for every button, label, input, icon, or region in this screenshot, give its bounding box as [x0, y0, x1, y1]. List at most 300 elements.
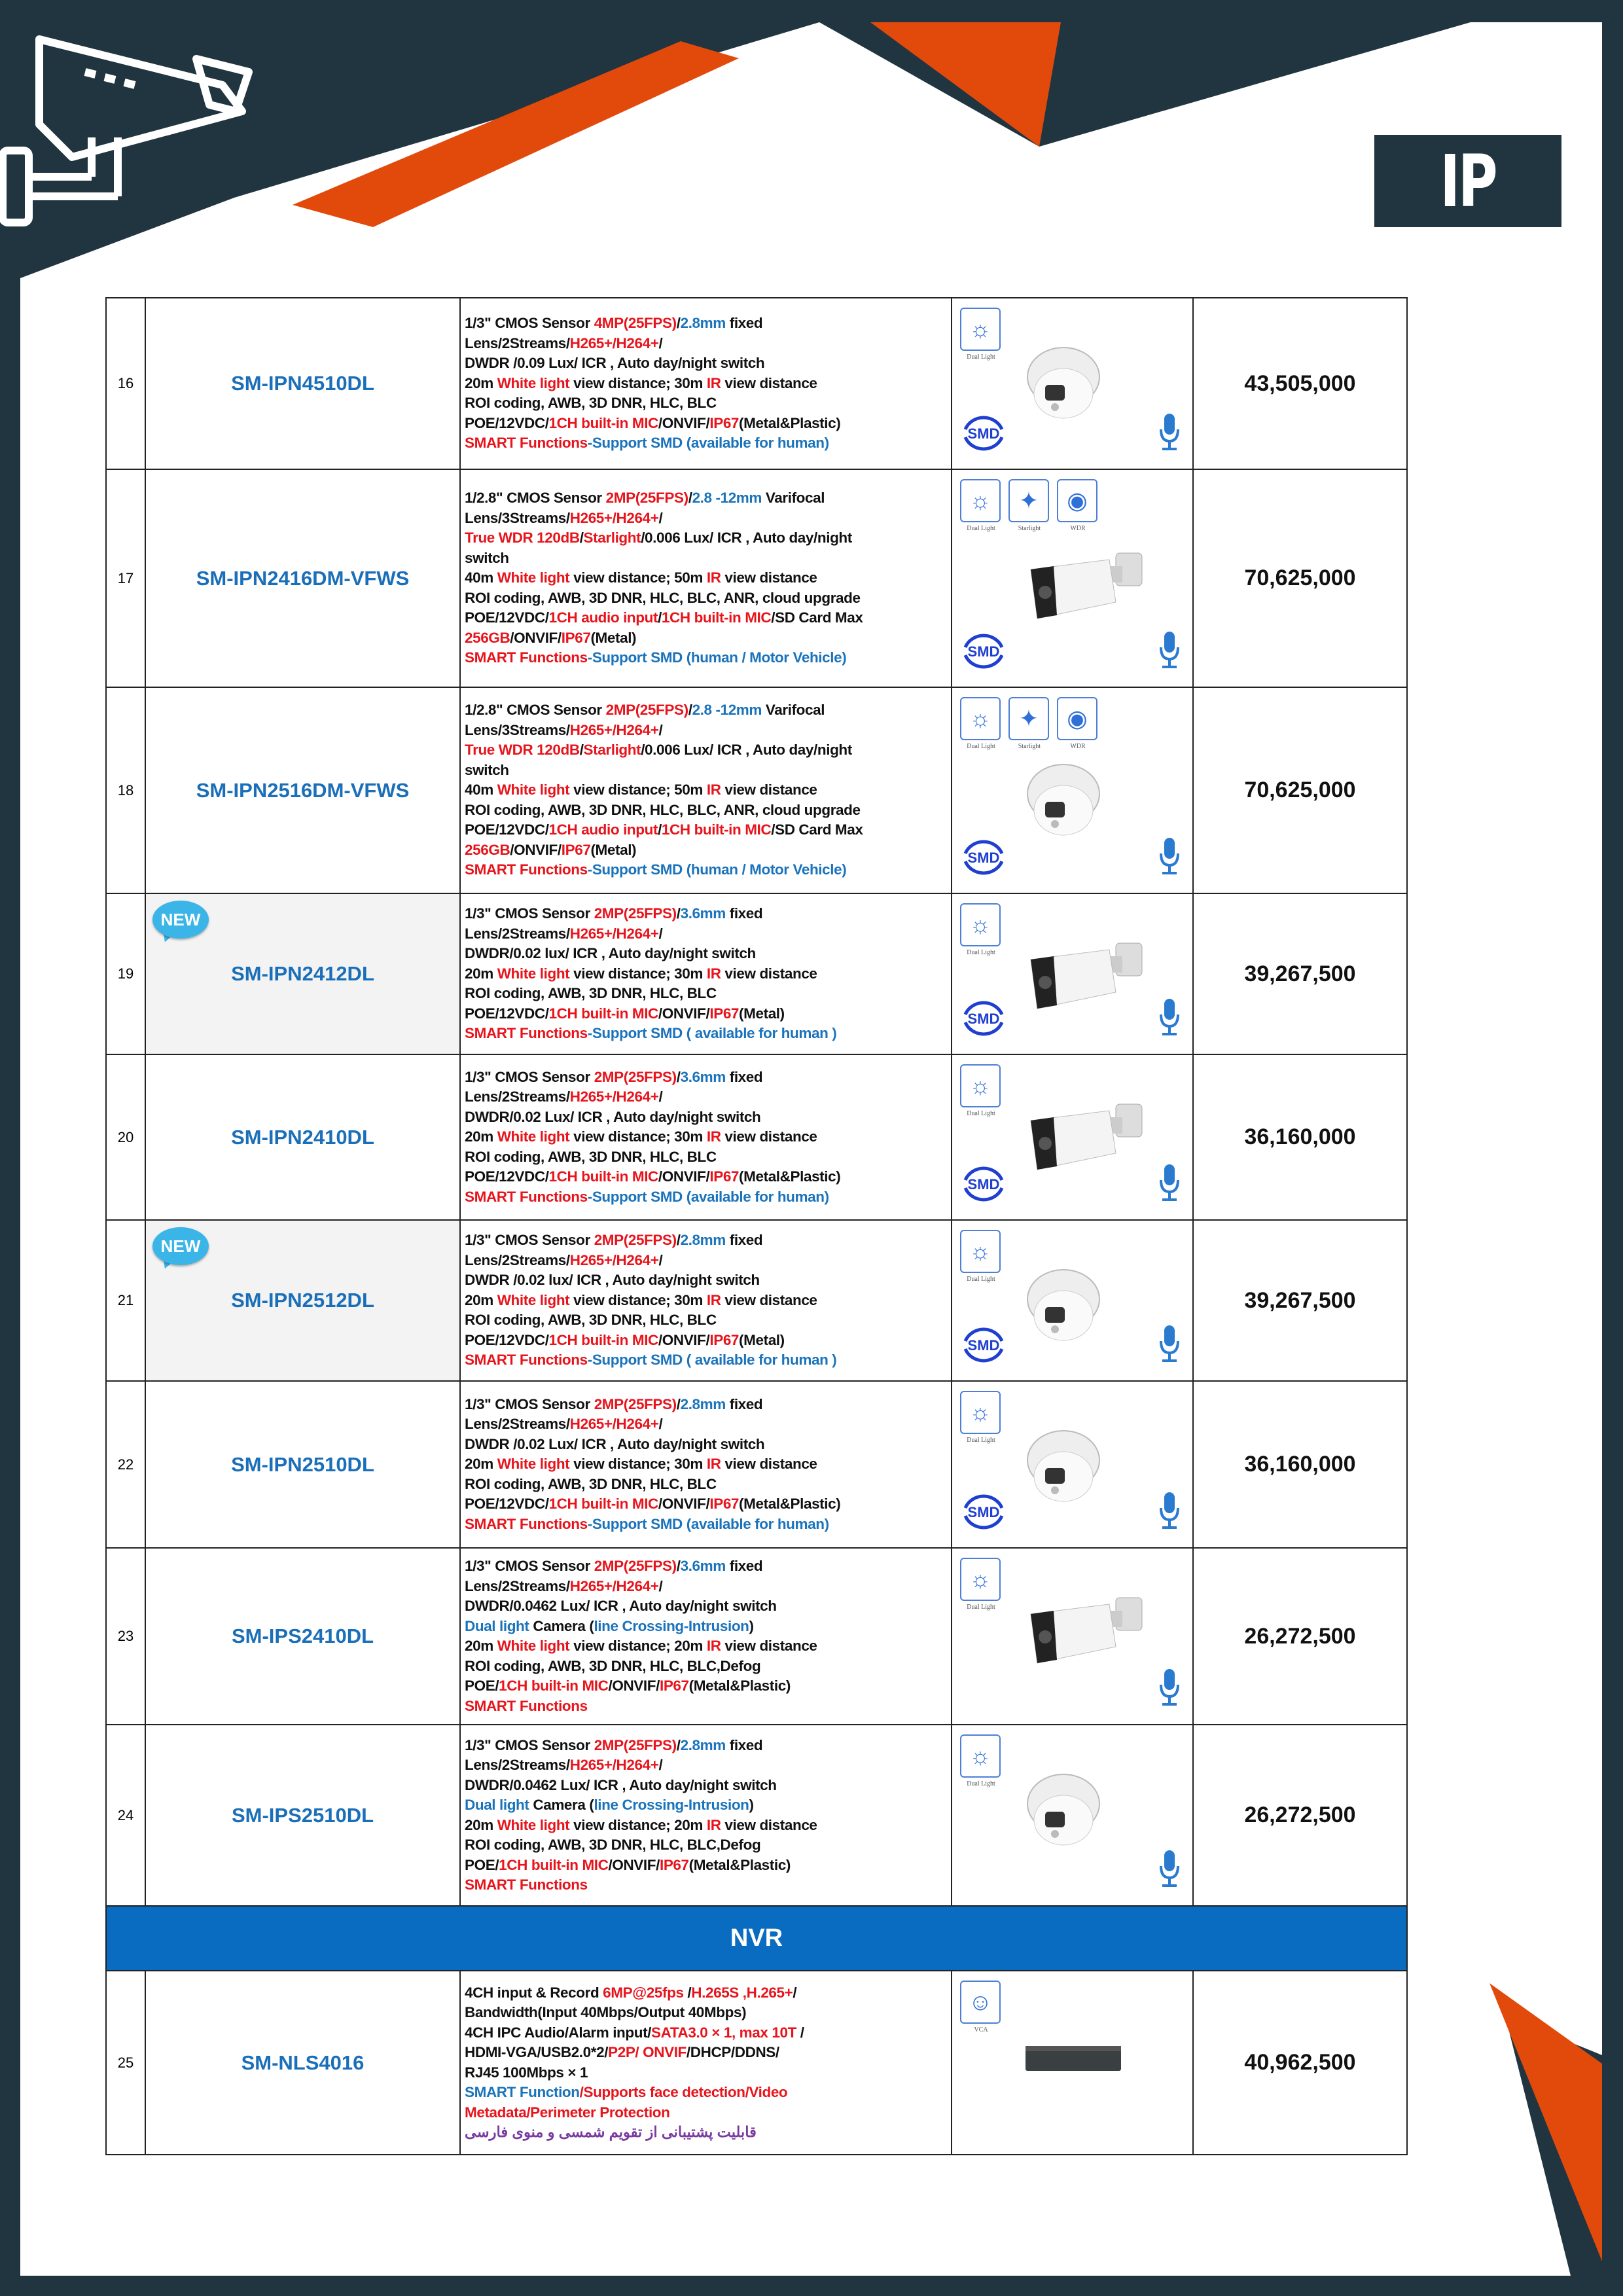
microphone-icon: [1158, 1163, 1181, 1202]
spec-line: [465, 944, 948, 964]
model-name: SM-IPN2510DL: [231, 1452, 374, 1476]
smd-logo-icon: [959, 1162, 1008, 1205]
spec-line: [465, 1494, 948, 1515]
spec-segment: Lens/2Streams/: [465, 334, 570, 351]
camera-product-image: [1024, 344, 1103, 423]
starlight-icon: ✦: [1008, 479, 1049, 522]
model-name: SM-IPN2512DL: [231, 1289, 374, 1312]
row-index: 17: [106, 469, 145, 687]
spec-line: [465, 1127, 948, 1147]
spec-line: [465, 568, 948, 588]
feature-caption: Dual Light: [967, 949, 995, 956]
model-cell: [145, 469, 460, 687]
spec-segment: (Metal): [590, 629, 637, 646]
table-row: [106, 1220, 1407, 1381]
spec-segment: 1/3" CMOS Sensor: [465, 1395, 594, 1412]
spec-segment: 40m: [465, 569, 497, 586]
spec-segment: view distance; 30m: [569, 1291, 707, 1308]
spec-segment: /: [658, 1251, 663, 1268]
spec-segment: 1/3" CMOS Sensor: [465, 1068, 594, 1085]
spec-line: [465, 334, 948, 354]
spec-segment: SATA3.0 × 1, max 10T: [651, 2024, 796, 2041]
spec-segment: /SD Card Max: [771, 821, 863, 838]
svg-text:SMD: SMD: [967, 1011, 1000, 1027]
spec-segment: DWDR/0.0462 Lux/ ICR , Auto day/night switch: [465, 1598, 777, 1614]
spec-segment: ROI coding, AWB, 3D DNR, HLC, BLC: [465, 1475, 717, 1492]
spec-segment: POE/: [465, 1856, 499, 1873]
camera-product-image: [1018, 1588, 1149, 1673]
feature-badge: [1057, 697, 1099, 750]
spec-segment: ROI coding, AWB, 3D DNR, HLC, BLC, ANR, cloud upgrade: [465, 801, 861, 818]
price: 36,160,000: [1193, 1054, 1407, 1220]
price: 39,267,500: [1193, 1220, 1407, 1381]
spec-segment: IP67: [709, 1168, 740, 1185]
price: 43,505,000: [1193, 298, 1407, 469]
spec-segment: /: [658, 1577, 663, 1594]
dual-light-icon: ☼: [960, 1558, 1001, 1601]
spec-segment: 20m: [465, 1816, 497, 1833]
spec-line: [465, 608, 948, 628]
microphone-icon: [1158, 997, 1181, 1037]
spec-line: [465, 1636, 948, 1657]
spec-segment: P2P/ ONVIF: [608, 2044, 687, 2060]
feature-badge: [960, 1558, 1002, 1611]
spec-segment: 1CH built-in MIC: [548, 1168, 658, 1185]
spec-line: [465, 1657, 948, 1677]
spec-line: [465, 700, 948, 721]
spec-segment: /: [579, 529, 584, 547]
spec-segment: 1CH built-in MIC: [548, 1496, 658, 1513]
spec-line: [465, 1087, 948, 1107]
spec-line: [465, 1251, 948, 1271]
spec-segment: Lens/2Streams/: [465, 1757, 570, 1773]
spec-line: [465, 314, 948, 334]
row-index: 18: [106, 687, 145, 893]
spec-segment: 1CH built-in MIC: [548, 414, 658, 431]
spec-segment: Starlight: [583, 742, 641, 759]
feature-badge: [960, 479, 1002, 532]
spec-segment: -Support SMD ( available for human ): [587, 1352, 837, 1369]
spec-segment: H265+/H264+: [569, 509, 659, 526]
spec-segment: ROI coding, AWB, 3D DNR, HLC, BLC, ANR, cloud upgrade: [465, 589, 861, 606]
spec-segment: True WDR 120dB: [465, 742, 580, 759]
svg-text:SMD: SMD: [967, 1504, 1000, 1520]
spec-line: [465, 1395, 948, 1415]
spec-segment: -Support SMD ( available for human ): [587, 1025, 837, 1042]
spec-segment: -Support SMD (available for human): [587, 435, 829, 452]
spec-segment: view distance; 20m: [569, 1816, 707, 1833]
spec-segment: Varifocal: [762, 490, 825, 507]
spec-segment: White light: [497, 1638, 570, 1654]
model-name: SM-IPN2516DM-VFWS: [196, 778, 410, 802]
feature-caption: WDR: [1070, 525, 1086, 532]
spec-segment: POE/: [465, 1677, 499, 1694]
feature-caption: Starlight: [1018, 525, 1041, 532]
new-badge: [152, 901, 209, 942]
spec-segment: IR: [706, 1816, 721, 1833]
spec-segment: 3.6mm: [680, 1558, 726, 1574]
new-badge: [152, 1227, 209, 1269]
spec-segment: /ONVIF/: [510, 629, 562, 646]
spec-segment: Varifocal: [762, 702, 825, 719]
spec-segment: /0.006 Lux/ ICR , Auto day/night: [641, 742, 852, 759]
spec-segment: /SD Card Max: [771, 609, 863, 626]
spec-segment: IR: [706, 1128, 721, 1145]
row-index: 19: [106, 893, 145, 1054]
spec-segment: H265+/H264+: [569, 334, 659, 351]
spec-cell: [460, 1054, 952, 1220]
spec-line: [465, 2063, 948, 2083]
spec-segment: 1/2.8" CMOS Sensor: [465, 702, 606, 719]
spec-segment: 20m: [465, 1291, 497, 1308]
spec-segment: IR: [706, 1291, 721, 1308]
spec-segment: SMART Functions: [465, 435, 588, 452]
spec-line: [465, 1596, 948, 1617]
spec-line: [465, 721, 948, 741]
svg-text:SMD: SMD: [967, 1176, 1000, 1193]
spec-segment: /ONVIF/: [608, 1856, 660, 1873]
spec-segment: IR: [706, 781, 721, 798]
svg-text:SMD: SMD: [967, 850, 1000, 866]
spec-segment: /ONVIF/: [658, 1496, 710, 1513]
spec-segment: switch: [465, 761, 509, 778]
spec-line: [465, 374, 948, 394]
spec-segment: Lens/2Streams/: [465, 1577, 570, 1594]
spec-line: [465, 1067, 948, 1088]
spec-line: [465, 1856, 948, 1876]
spec-segment: H265+/H264+: [569, 1088, 659, 1105]
svg-text:SMD: SMD: [967, 1337, 1000, 1354]
spec-segment: 2MP(25FPS): [594, 1395, 677, 1412]
spec-segment: IP67: [709, 1496, 740, 1513]
feature-icons: [960, 479, 1099, 532]
spec-segment: H265+/H264+: [569, 721, 659, 738]
spec-segment: /: [676, 1068, 681, 1085]
spec-segment: /: [796, 2024, 804, 2041]
spec-line: [465, 1187, 948, 1208]
feature-icons: [960, 1391, 1002, 1444]
spec-segment: view distance; 30m: [569, 374, 707, 391]
spec-segment: White light: [497, 1128, 570, 1145]
new-badge-label: NEW: [152, 1227, 209, 1265]
feature-icons: [960, 697, 1099, 750]
model-cell: [145, 893, 460, 1054]
feature-icons: [960, 903, 1002, 956]
spec-segment: Metadata/Perimeter Protection: [465, 2104, 670, 2121]
spec-segment: Lens/3Streams/: [465, 721, 570, 738]
row-index: 23: [106, 1548, 145, 1725]
model-cell: [145, 1220, 460, 1381]
spec-segment: IR: [706, 1638, 721, 1654]
spec-segment: fixed: [725, 1395, 763, 1412]
spec-line: [465, 2083, 948, 2103]
spec-line: [465, 2043, 948, 2063]
spec-segment: 2MP(25FPS): [594, 1736, 677, 1753]
spec-segment: ROI coding, AWB, 3D DNR, HLC, BLC: [465, 395, 717, 412]
smd-logo-icon: [959, 1490, 1008, 1533]
spec-line: [465, 2103, 948, 2123]
row-index: 24: [106, 1725, 145, 1906]
spec-segment: 6MP@25fps: [603, 1984, 684, 2001]
price: 70,625,000: [1193, 687, 1407, 893]
spec-segment: -Support SMD (available for human): [587, 1515, 829, 1532]
spec-segment: switch: [465, 549, 509, 566]
spec-line: [465, 1291, 948, 1311]
spec-segment: 1/3" CMOS Sensor: [465, 905, 594, 922]
feature-media-cell: [952, 1548, 1193, 1725]
spec-segment: Lens/2Streams/: [465, 1251, 570, 1268]
spec-line: [465, 353, 948, 374]
feature-media-cell: [952, 893, 1193, 1054]
smd-logo-icon: [959, 1323, 1008, 1366]
spec-cell: [460, 893, 952, 1054]
wdr-icon: ◉: [1057, 479, 1097, 522]
spec-line: [465, 1983, 948, 2003]
spec-line: [465, 984, 948, 1004]
spec-segment: 2MP(25FPS): [594, 1068, 677, 1085]
feature-media-cell: [952, 1220, 1193, 1381]
spec-segment: /: [688, 702, 692, 719]
feature-media-cell: [952, 1971, 1193, 2155]
spec-segment: DWDR/0.0462 Lux/ ICR , Auto day/night switch: [465, 1776, 777, 1793]
spec-segment: H265+/H264+: [569, 1577, 659, 1594]
spec-segment: 4CH IPC Audio/Alarm input/: [465, 2024, 652, 2041]
spec-segment: H265+/H264+: [569, 925, 659, 942]
table-row: [106, 1381, 1407, 1548]
spec-segment: view distance; 30m: [569, 1456, 707, 1473]
dual-light-icon: ☼: [960, 1230, 1001, 1273]
feature-badge: [960, 1230, 1002, 1283]
spec-segment: fixed: [725, 1232, 763, 1249]
feature-icons: [960, 1064, 1002, 1117]
spec-segment: Dual light: [465, 1797, 529, 1813]
spec-line: [465, 761, 948, 781]
model-name: SM-IPS2410DL: [231, 1624, 374, 1647]
spec-segment: IP67: [561, 629, 591, 646]
spec-segment: /: [676, 1395, 681, 1412]
nvr-product-image: [1024, 2043, 1122, 2072]
spec-segment: 1/3" CMOS Sensor: [465, 1232, 594, 1249]
spec-segment: fixed: [725, 1736, 763, 1753]
microphone-icon: [1158, 630, 1181, 670]
spec-line: [465, 1617, 948, 1637]
camera-product-image: [1018, 543, 1149, 628]
row-index: 20: [106, 1054, 145, 1220]
spec-segment: 1CH audio input: [548, 821, 658, 838]
microphone-icon: [1158, 1668, 1181, 1707]
model-name: SM-IPN2410DL: [231, 1125, 374, 1149]
feature-media-cell: [952, 1054, 1193, 1220]
dual-light-icon: ☼: [960, 697, 1001, 740]
spec-segment: 1/3" CMOS Sensor: [465, 1558, 594, 1574]
spec-segment: POE/12VDC/: [465, 609, 549, 626]
spec-segment: 3.6mm: [680, 905, 726, 922]
spec-segment: ROI coding, AWB, 3D DNR, HLC, BLC: [465, 1148, 717, 1165]
spec-segment: /: [683, 1984, 692, 2001]
spec-segment: 2.8mm: [680, 1395, 726, 1412]
dual-light-icon: ☼: [960, 1391, 1001, 1434]
spec-segment: IR: [706, 569, 721, 586]
feature-badge: [960, 697, 1002, 750]
microphone-icon: [1158, 412, 1181, 452]
vca-icon: ☺: [960, 1981, 1001, 2024]
spec-segment: 40m: [465, 781, 497, 798]
spec-line: [465, 860, 948, 880]
spec-segment: /ONVIF/: [658, 1005, 710, 1022]
spec-segment: DWDR /0.02 Lux/ ICR , Auto day/night switch: [465, 1435, 765, 1452]
feature-icons: [960, 308, 1002, 361]
spec-line: [465, 1736, 948, 1756]
spec-line: [465, 588, 948, 609]
spec-segment: DWDR /0.02 lux/ ICR , Auto day/night switch: [465, 1272, 760, 1289]
spec-segment: /ONVIF/: [608, 1677, 660, 1694]
spec-segment: 1CH built-in MIC: [548, 1331, 658, 1348]
spec-segment: White light: [497, 781, 570, 798]
spec-segment: 1CH built-in MIC: [661, 609, 772, 626]
feature-caption: Dual Light: [967, 1437, 995, 1444]
feature-caption: Dual Light: [967, 1276, 995, 1283]
table-row: [106, 469, 1407, 687]
spec-line: [465, 1167, 948, 1187]
feature-caption: Dual Light: [967, 353, 995, 361]
spec-segment: IP67: [561, 841, 591, 858]
spec-line: [465, 1676, 948, 1696]
spec-segment: /: [676, 905, 681, 922]
spec-segment: 2MP(25FPS): [594, 905, 677, 922]
spec-segment: Starlight: [583, 529, 641, 547]
spec-segment: 2MP(25FPS): [594, 1558, 677, 1574]
table-row: [106, 893, 1407, 1054]
spec-segment: (Metal&Plastic): [739, 1496, 841, 1513]
table-row: [106, 687, 1407, 893]
spec-segment: view distance: [721, 781, 817, 798]
spec-segment: /: [676, 1558, 681, 1574]
spec-line: [465, 1004, 948, 1024]
spec-segment: SMART Functions: [465, 1876, 588, 1893]
spec-line: [465, 488, 948, 509]
spec-line: [465, 1454, 948, 1475]
spec-segment: /DHCP/DDNS/: [686, 2044, 779, 2060]
spec-segment: SMART Functions: [465, 861, 588, 878]
spec-segment: /: [676, 1736, 681, 1753]
spec-segment: ROI coding, AWB, 3D DNR, HLC, BLC: [465, 1312, 717, 1329]
spec-segment: view distance; 50m: [569, 781, 707, 798]
spec-segment: White light: [497, 1816, 570, 1833]
feature-media-cell: [952, 1381, 1193, 1548]
spec-segment: /: [676, 1232, 681, 1249]
model-name: SM-IPS2510DL: [231, 1803, 374, 1827]
spec-line: [465, 1310, 948, 1331]
spec-line: [465, 414, 948, 434]
row-index: 21: [106, 1220, 145, 1381]
spec-cell: [460, 687, 952, 893]
spec-segment: view distance: [721, 374, 817, 391]
spec-segment: Lens/2Streams/: [465, 1416, 570, 1433]
feature-media-cell: [952, 298, 1193, 469]
spec-line: [465, 393, 948, 414]
spec-segment: view distance: [721, 1638, 817, 1654]
spec-cell: [460, 1220, 952, 1381]
spec-segment: DWDR /0.09 Lux/ ICR , Auto day/night switch: [465, 355, 765, 372]
feature-badge: [1008, 479, 1050, 532]
spec-cell: [460, 1725, 952, 1906]
spec-segment: 2MP(25FPS): [605, 490, 688, 507]
feature-badge: [960, 1064, 1002, 1117]
feature-caption: Starlight: [1018, 743, 1041, 750]
spec-line: [465, 1835, 948, 1856]
spec-segment: SMART Functions: [465, 1352, 588, 1369]
spec-segment: /ONVIF/: [658, 1168, 710, 1185]
spec-segment: POE/12VDC/: [465, 414, 549, 431]
spec-segment: 1CH built-in MIC: [548, 1005, 658, 1022]
spec-segment: /: [688, 490, 692, 507]
microphone-icon: [1158, 1491, 1181, 1530]
spec-segment: fixed: [725, 1068, 763, 1085]
price-table: [105, 297, 1408, 2155]
spec-line: [465, 1515, 948, 1535]
price: 26,272,500: [1193, 1725, 1407, 1906]
feature-caption: Dual Light: [967, 743, 995, 750]
spec-line: [465, 1350, 948, 1371]
spec-segment: Lens/3Streams/: [465, 509, 570, 526]
spec-cell: [460, 1381, 952, 1548]
model-cell: [145, 1548, 460, 1725]
spec-segment: Camera (: [529, 1797, 594, 1813]
spec-segment: /: [658, 1416, 663, 1433]
spec-segment: 2.8mm: [680, 1736, 726, 1753]
spec-segment: /: [793, 1984, 797, 2001]
spec-segment: ROI coding, AWB, 3D DNR, HLC, BLC,Defog: [465, 1657, 761, 1674]
spec-segment: /: [658, 1757, 663, 1773]
spec-segment: POE/12VDC/: [465, 1168, 549, 1185]
spec-segment: 1CH audio input: [548, 609, 658, 626]
model-cell: [145, 1381, 460, 1548]
spec-segment: SMART Functions: [465, 1025, 588, 1042]
spec-segment: (Metal&Plastic): [739, 414, 841, 431]
spec-segment: 4MP(25FPS): [594, 315, 677, 332]
spec-segment: Lens/2Streams/: [465, 1088, 570, 1105]
spec-segment: White light: [497, 1456, 570, 1473]
spec-segment: view distance: [721, 1128, 817, 1145]
spec-segment: (Metal&Plastic): [688, 1677, 791, 1694]
spec-line: [465, 800, 948, 821]
spec-line: [465, 648, 948, 668]
spec-segment: SMART Functions: [465, 1188, 588, 1205]
spec-segment: 3.6mm: [680, 1068, 726, 1085]
spec-segment: H265+/H264+: [569, 1251, 659, 1268]
spec-segment: H265+/H264+: [569, 1416, 659, 1433]
spec-segment: 2MP(25FPS): [594, 1232, 677, 1249]
spec-segment: IP67: [709, 1331, 740, 1348]
spec-segment: IP67: [659, 1856, 689, 1873]
spec-segment: view distance; 20m: [569, 1638, 707, 1654]
smd-logo-icon: [959, 996, 1008, 1039]
model-cell: [145, 298, 460, 469]
feature-badge: [960, 903, 1002, 956]
feature-badge: [960, 1981, 1002, 2034]
spec-segment: ): [749, 1797, 754, 1813]
spec-segment: SMART Function: [465, 2084, 580, 2100]
camera-product-image: [1024, 761, 1103, 840]
spec-segment: (Metal): [739, 1005, 785, 1022]
feature-media-cell: [952, 1725, 1193, 1906]
spec-segment: IP67: [709, 1005, 740, 1022]
spec-segment: view distance: [721, 965, 817, 982]
feature-caption: WDR: [1070, 743, 1086, 750]
row-index: 25: [106, 1971, 145, 2155]
spec-cell: [460, 469, 952, 687]
spec-segment: White light: [497, 965, 570, 982]
